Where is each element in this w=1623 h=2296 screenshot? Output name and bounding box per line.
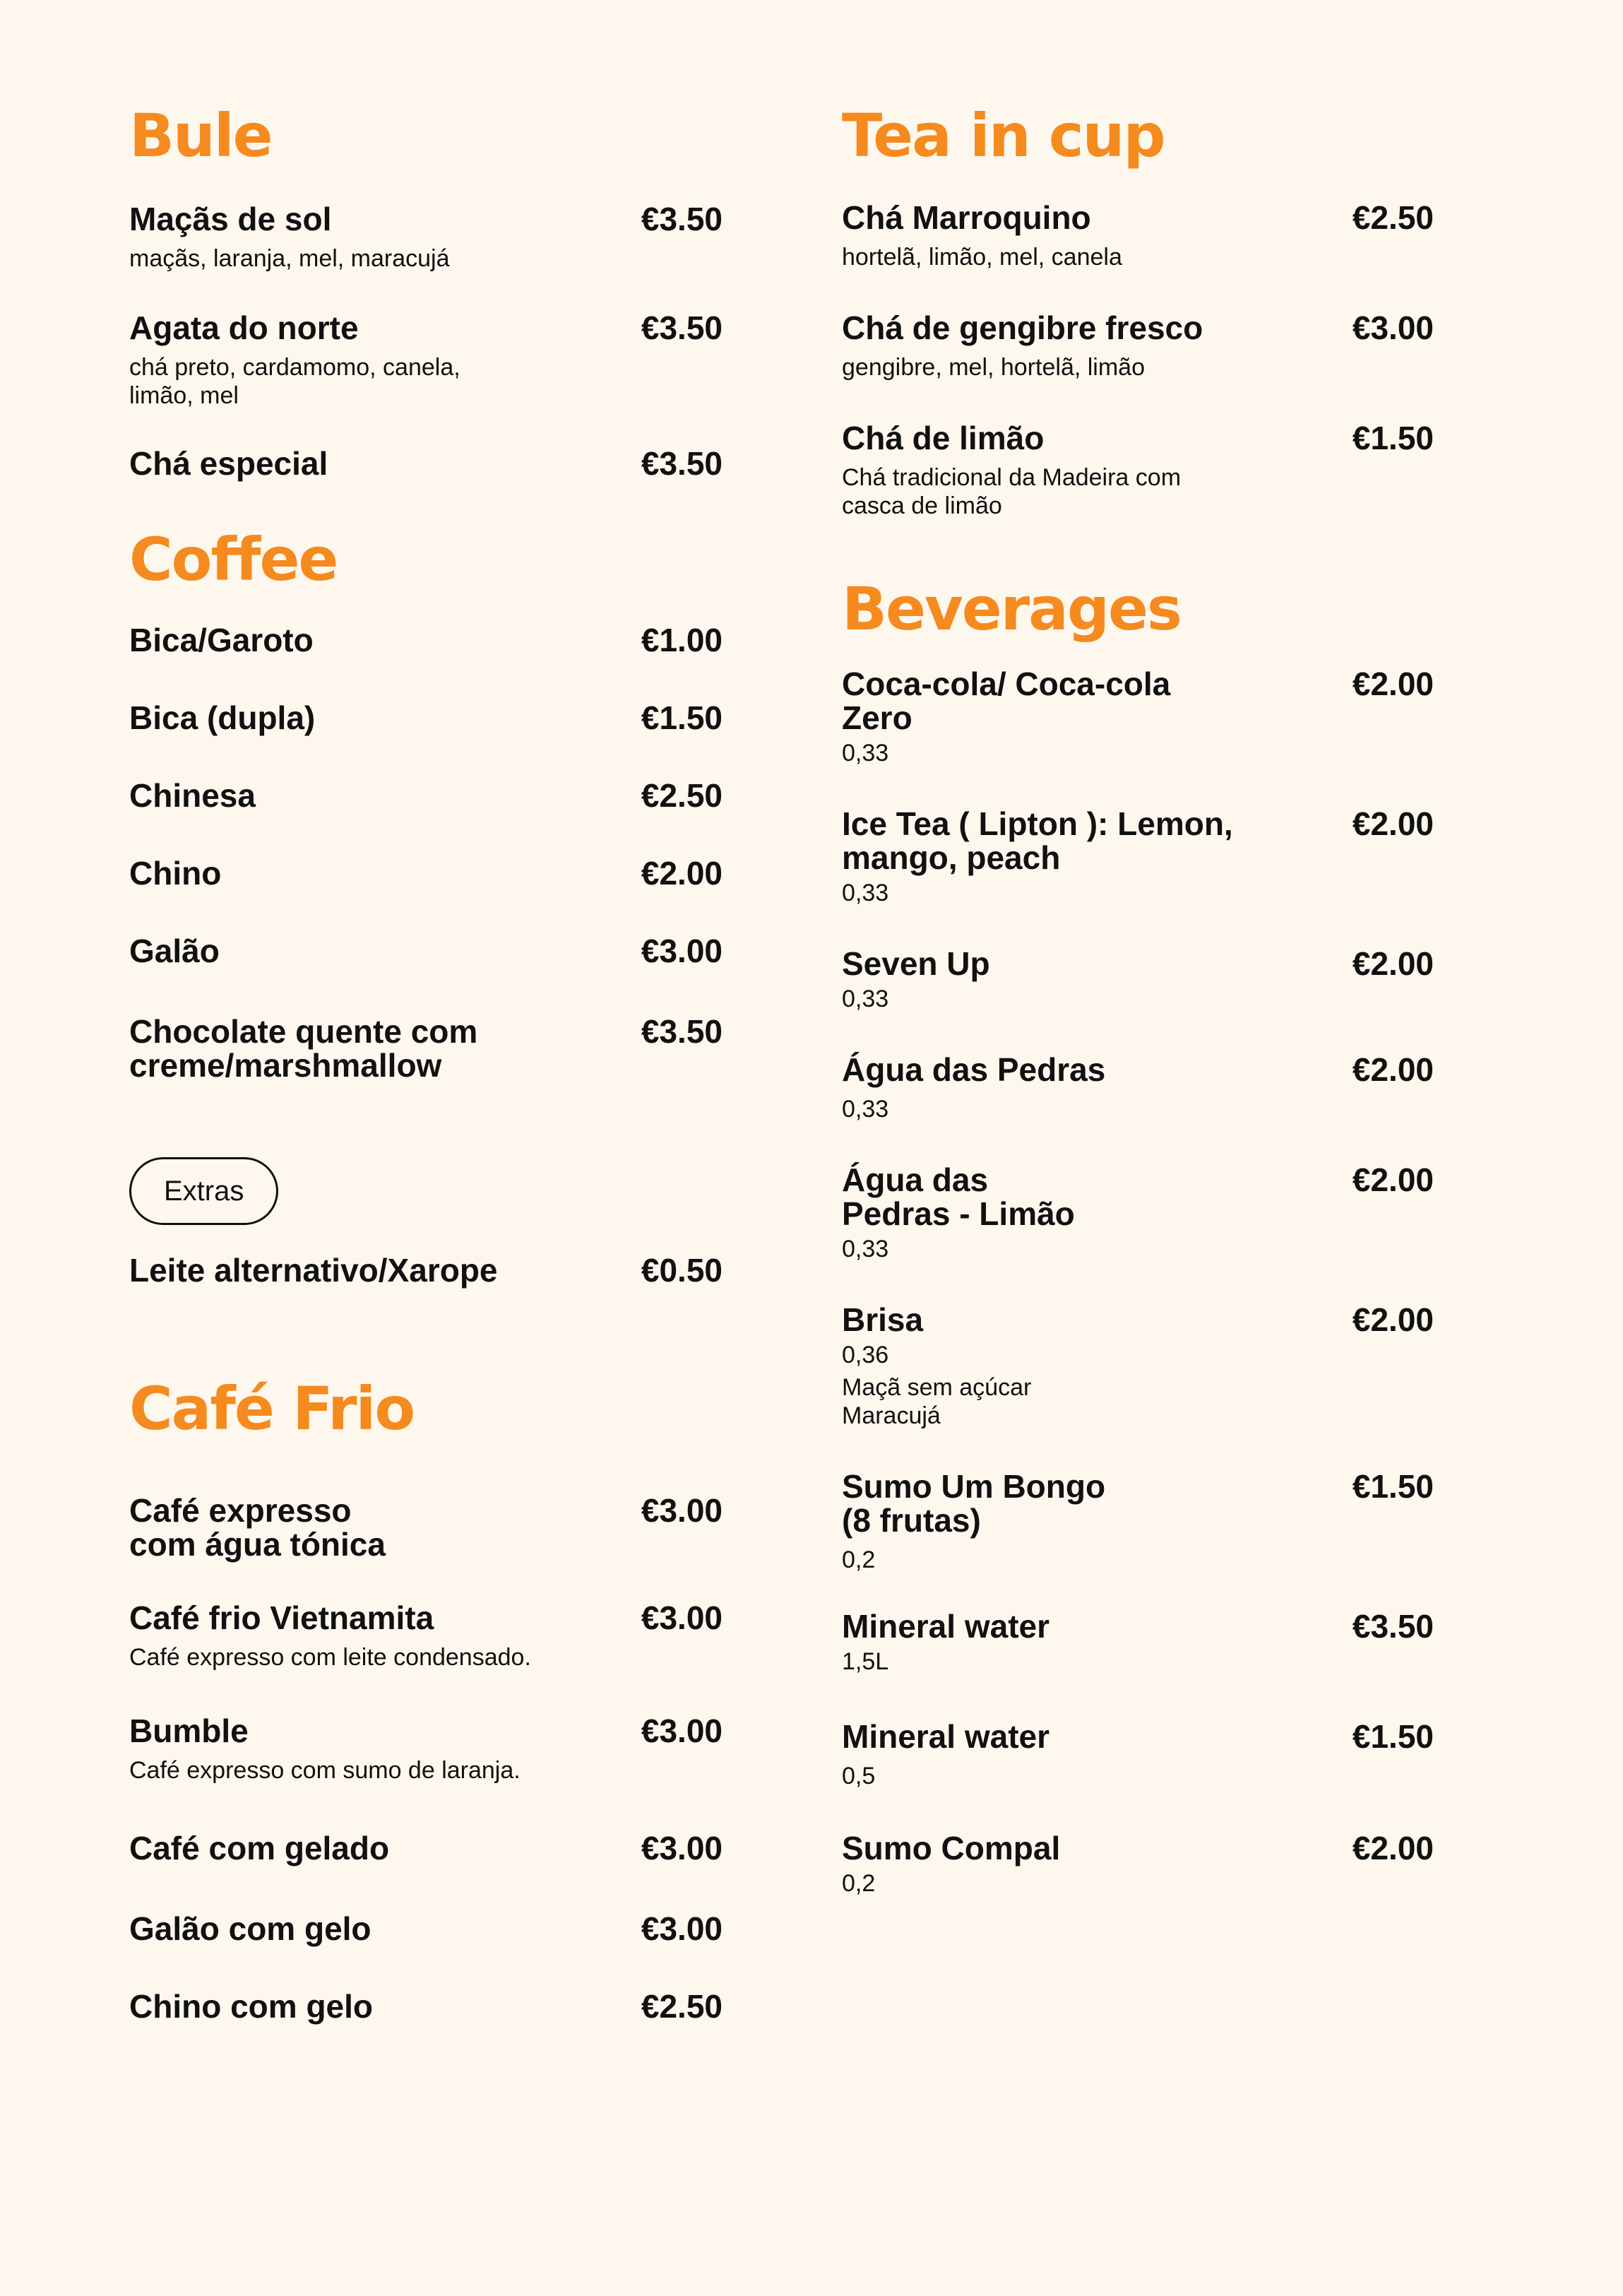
item-price: €3.50 [1352, 1608, 1434, 1645]
item-description: 0,33 [842, 740, 889, 767]
item-name: Leite alternativo/Xarope [129, 1252, 498, 1289]
item-name: Ice Tea ( Lipton ): Lemon, mango, peach [842, 805, 1233, 876]
menu-item [842, 421, 1434, 520]
item-description: Maçã sem açúcar Maracujá [842, 1374, 1032, 1429]
item-description: 0,33 [842, 880, 889, 906]
item-name: Mineral water [842, 1718, 1050, 1755]
menu-item [129, 934, 723, 968]
item-name: Mineral water [842, 1608, 1050, 1645]
item-price: €3.00 [641, 1599, 723, 1636]
item-volume: 0,36 [842, 1342, 889, 1368]
item-name: Maçãs de sol [129, 201, 332, 237]
item-name: Chá de gengibre fresco [842, 309, 1203, 346]
item-name: Coca-cola/ Coca-cola Zero [842, 665, 1171, 736]
item-price: €3.00 [641, 1830, 723, 1866]
item-description: 0,33 [842, 1096, 889, 1123]
item-price: €1.00 [641, 622, 723, 658]
item-price: €0.50 [641, 1252, 723, 1289]
menu-item [129, 446, 723, 480]
item-name: Café frio Vietnamita [129, 1599, 434, 1636]
item-name: Galão [129, 933, 220, 969]
item-description: 0,2 [842, 1546, 876, 1573]
item-price: €2.00 [1352, 1051, 1434, 1088]
item-description: chá preto, cardamomo, canela, limão, mel [129, 354, 460, 409]
extras-section [129, 1157, 723, 1225]
menu-item [129, 1831, 723, 1865]
menu-item-extra [129, 1253, 723, 1287]
section-title-cafe-frio: Café Frio [129, 1374, 415, 1443]
item-name: Galão com gelo [129, 1910, 371, 1947]
right-column [842, 101, 1434, 1898]
item-description: gengibre, mel, hortelã, limão [842, 354, 1146, 381]
item-price: €3.50 [641, 201, 723, 237]
item-name: Chinesa [129, 777, 256, 814]
item-description: 0,33 [842, 986, 889, 1012]
item-price: €2.00 [1352, 945, 1434, 982]
item-description: hortelã, limão, mel, canela [842, 244, 1122, 271]
menu-item [842, 1303, 1434, 1430]
item-price: €3.50 [641, 309, 723, 346]
item-name: Chá Marroquino [842, 199, 1091, 236]
menu-item [129, 1601, 723, 1671]
menu-item [129, 779, 723, 812]
item-name: Bica (dupla) [129, 699, 316, 736]
menu-item [842, 807, 1434, 907]
item-name: Café expresso com água tónica [129, 1492, 386, 1563]
section-title-coffee: Coffee [129, 525, 338, 594]
item-name: Sumo Compal [842, 1830, 1061, 1866]
item-name: Café com gelado [129, 1830, 390, 1866]
menu-item [842, 1053, 1434, 1123]
menu-item [842, 1163, 1434, 1263]
item-price: €3.00 [1352, 309, 1434, 346]
item-name: Sumo Um Bongo (8 frutas) [842, 1468, 1106, 1539]
item-price: €1.50 [1352, 1468, 1434, 1505]
item-price: €1.50 [1352, 420, 1434, 456]
item-name: Seven Up [842, 945, 990, 982]
item-name: Chino [129, 855, 222, 892]
menu-item [129, 701, 723, 735]
item-price: €2.50 [641, 1988, 723, 2025]
menu-item [129, 1714, 723, 1785]
item-price: €2.00 [1352, 665, 1434, 702]
menu-item [129, 311, 723, 410]
menu-item [129, 202, 723, 273]
item-description: 0,5 [842, 1763, 876, 1789]
section-title-beverages: Beverages [842, 574, 1181, 644]
section-title-tea-in-cup: Tea in cup [842, 101, 1165, 170]
item-name: Agata do norte [129, 309, 359, 346]
menu-item [842, 1469, 1434, 1574]
menu-item [842, 1609, 1434, 1676]
item-description: 0,2 [842, 1870, 876, 1897]
item-price: €1.50 [1352, 1718, 1434, 1755]
item-price: €2.50 [1352, 199, 1434, 236]
item-name: Chino com gelo [129, 1988, 373, 2025]
menu-item [842, 311, 1434, 381]
menu-item [129, 1912, 723, 1946]
item-price: €2.00 [1352, 1830, 1434, 1866]
item-name: Chá de limão [842, 420, 1045, 456]
item-price: €2.00 [641, 855, 723, 892]
item-description: 1,5L [842, 1648, 889, 1675]
item-name: Brisa [842, 1301, 924, 1338]
item-price: €3.00 [641, 1712, 723, 1749]
section-title-bule: Bule [129, 101, 272, 170]
item-name: Chá especial [129, 445, 328, 482]
menu-item [842, 201, 1434, 271]
item-price: €3.00 [641, 1910, 723, 1947]
item-description: Chá tradicional da Madeira com casca de limão [842, 464, 1182, 519]
item-description: Café expresso com leite condensado. [129, 1644, 531, 1671]
item-name: Bica/Garoto [129, 622, 314, 658]
menu-item [129, 1014, 723, 1082]
item-price: €3.50 [641, 1013, 723, 1050]
menu-item [842, 1831, 1434, 1898]
item-name: Água das Pedras [842, 1051, 1106, 1088]
menu-item [842, 667, 1434, 767]
item-name: Bumble [129, 1712, 249, 1749]
extras-badge: Extras [129, 1157, 278, 1225]
menu-item [129, 1989, 723, 2023]
item-description: Café expresso com sumo de laranja. [129, 1757, 521, 1784]
menu-item [129, 856, 723, 890]
menu-item [842, 947, 1434, 1013]
item-price: €2.00 [1352, 1161, 1434, 1198]
item-price: €3.50 [641, 445, 723, 482]
item-price: €2.00 [1352, 805, 1434, 842]
item-name: Água das Pedras - Limão [842, 1161, 1075, 1232]
left-column [129, 101, 723, 2025]
menu-item [129, 623, 723, 657]
item-price: €2.00 [1352, 1301, 1434, 1338]
item-price: €3.00 [641, 933, 723, 969]
item-price: €2.50 [641, 777, 723, 814]
menu-item [842, 1720, 1434, 1790]
item-name: Chocolate quente com creme/marshmallow [129, 1013, 478, 1084]
item-price: €3.00 [641, 1492, 723, 1529]
item-description: maçãs, laranja, mel, maracujá [129, 245, 450, 272]
menu-item [129, 1493, 723, 1561]
item-price: €1.50 [641, 699, 723, 736]
item-description: 0,33 [842, 1236, 889, 1262]
